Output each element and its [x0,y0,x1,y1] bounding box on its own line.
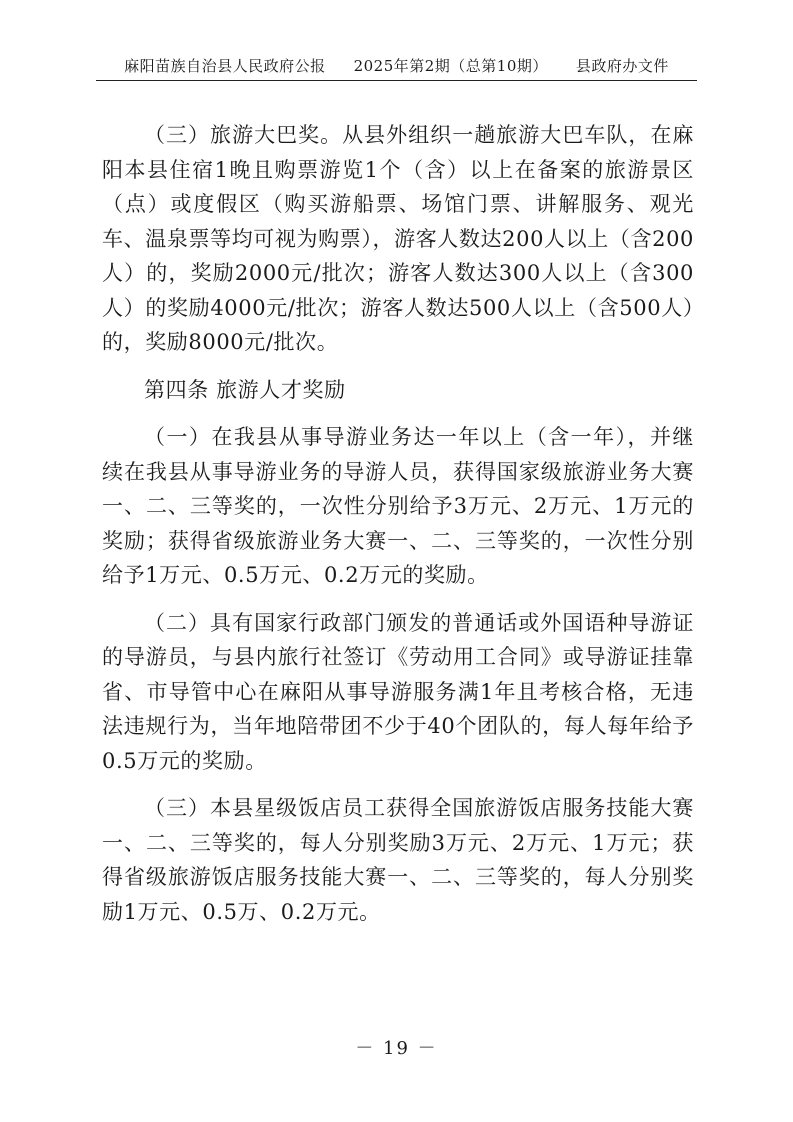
header-divider [96,80,697,81]
issue-number: 2025年第2期（总第10期） [353,56,548,75]
paragraph-hotel-staff-award: （三）本县星级饭店员工获得全国旅游饭店服务技能大赛一、二、三等奖的，每人分别奖励3万元、2万元、1万元；获得省级旅游饭店服务技能大赛一、二、三等奖的，每人分别奖励1万元、0.5万、0.2万元。 [102,796,694,924]
article-four-heading: 第四条 旅游人才奖励 [144,377,346,402]
document-category: 县政府办文件 [575,56,669,75]
paragraph-tour-bus-award: （三）旅游大巴奖。从县外组织一趟旅游大巴车队，在麻阳本县住宿1晚且购票游览1个（含）以上在备案的旅游景区（点）或度假区（购买游船票、场馆门票、讲解服务、观光车、温泉票等均可视为购票），游客人数达200人以上（含200人）的，奖励2000元/批次；游客人数达300人以上（含300人）的奖励4000元/批次；游客人数达500人以上（含500人）的，奖励8000元/批次。 [102,123,694,354]
paragraph-guide-service-award: （二）具有国家行政部门颁发的普通话或外国语种导游证的导游员，与县内旅行社签订《劳动用工合同》或导游证挂靠省、市导管中心在麻阳从事导游服务满1年且考核合格，无违法违规行为，当年地陪带团不少于40个团队的，每人每年给予0.5万元的奖励。 [102,610,694,773]
paragraph-guide-contest-award: （一）在我县从事导游业务达一年以上（含一年），并继续在我县从事导游业务的导游人员，获得国家级旅游业务大赛一、二、三等奖的，一次性分别给予3万元、2万元、1万元的奖励；获得省级旅游业务大赛一、二、三等奖的，一次性分别给予1万元、0.5万元、0.2万元的奖励。 [102,425,694,587]
page-header [96,54,697,76]
document-body [102,118,694,942]
page-number: － 19 － [355,1038,438,1059]
publication-title: 麻阳苗族自治县人民政府公报 [124,56,326,75]
